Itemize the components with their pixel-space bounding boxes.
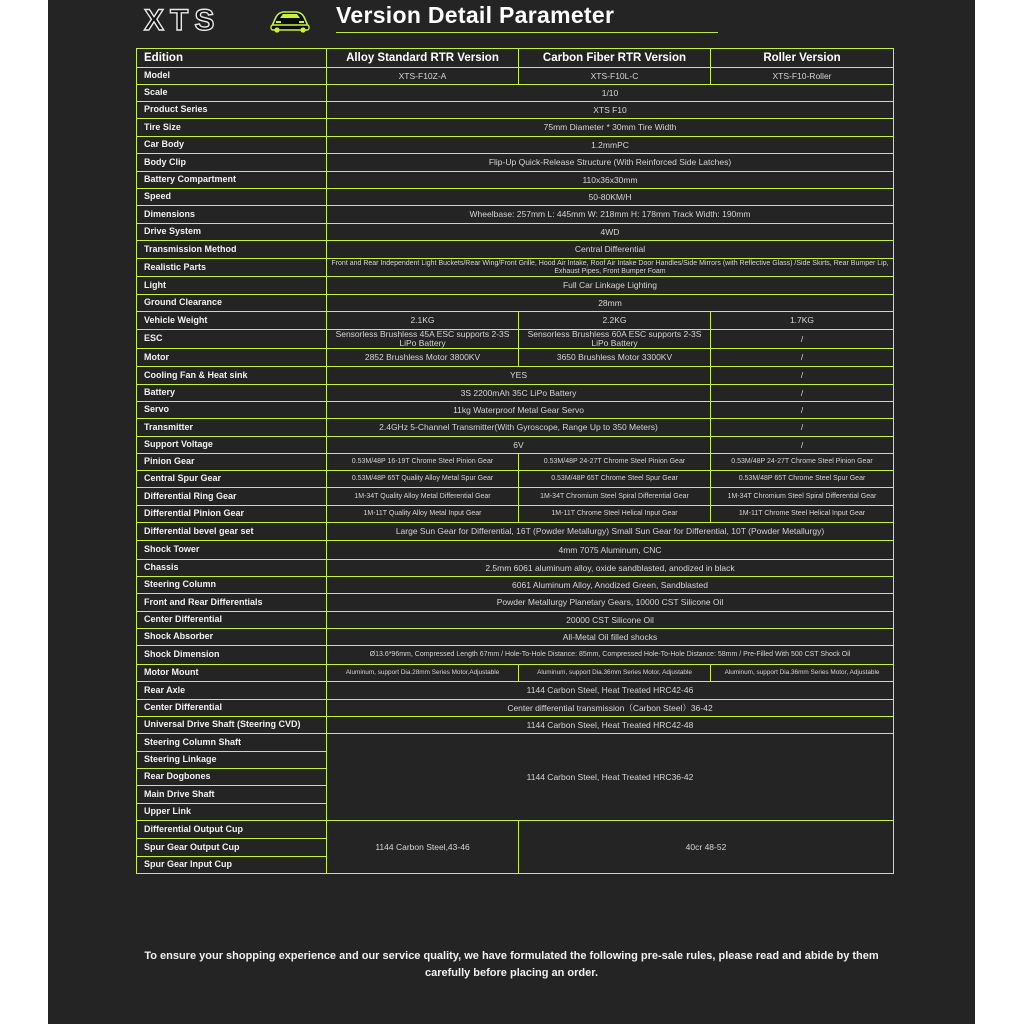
table-row	[137, 506, 894, 523]
table-row	[137, 102, 894, 119]
table-cell: 75mm Diameter * 30mm Tire Width	[327, 119, 894, 137]
column-header: Edition	[137, 49, 327, 68]
table-cell: Front and Rear Independent Light Buckets/Rear Wing/Front Grille, Hood Air Intake, Roof Air Intake Door Handles/Side Mirrors (with Reflective Glass) /Side Skirts, Rear Bumper Lip, Exhaust Pipes, Front Bumper Foam	[327, 259, 894, 277]
table-cell: 0.53M/48P 65T Chrome Steel Spur Gear	[519, 471, 711, 488]
column-header: Carbon Fiber RTR Version	[519, 49, 711, 68]
table-cell: 0.53M/48P 65T Chrome Steel Spur Gear	[711, 471, 894, 488]
table-row	[137, 560, 894, 577]
table-cell: 4WD	[327, 224, 894, 241]
table-row	[137, 206, 894, 224]
table-cell: 1.2mmPC	[327, 137, 894, 154]
table-cell: XTS-F10-Roller	[711, 68, 894, 85]
table-cell: Flip-Up Quick-Release Structure (With Reinforced Side Latches)	[327, 154, 894, 172]
column-header: Alloy Standard RTR Version	[327, 49, 519, 68]
table-cell: Large Sun Gear for Differential, 16T (Powder Metallurgy) Small Sun Gear for Differential, 10T (Powder Metallurgy)	[327, 523, 894, 541]
table-cell: 3S 2200mAh 35C LiPo Battery	[327, 385, 711, 402]
table-cell: 2.5mm 6061 aluminum alloy, oxide sandblasted, anodized in black	[327, 560, 894, 577]
table-cell: Central Differential	[327, 241, 894, 259]
table-cell: 6061 Aluminum Alloy, Anodized Green, Sandblasted	[327, 577, 894, 594]
table-row	[137, 612, 894, 629]
row-label: Transmitter	[137, 419, 327, 437]
title-underline	[336, 32, 718, 33]
table-cell: /	[711, 385, 894, 402]
table-cell: Sensorless Brushless 45A ESC supports 2-3S LiPo Battery	[327, 330, 519, 349]
row-label: Motor	[137, 349, 327, 367]
row-label: Differential Output Cup	[137, 821, 327, 839]
table-cell: 2.4GHz 5-Channel Transmitter(With Gyroscope, Range Up to 350 Meters)	[327, 419, 711, 437]
row-label: Center Differential	[137, 700, 327, 717]
table-cell: 28mm	[327, 295, 894, 312]
table-cell: 0.53M/48P 24-27T Chrome Steel Pinion Gear	[519, 454, 711, 471]
page	[48, 0, 975, 1024]
row-label: Motor Mount	[137, 665, 327, 682]
table-cell: 1M-34T Chromium Steel Spiral Differential Gear	[519, 488, 711, 506]
table-row	[137, 488, 894, 506]
table-cell: /	[711, 349, 894, 367]
table-row	[137, 241, 894, 259]
row-label: Dimensions	[137, 206, 327, 224]
row-label: Differential Ring Gear	[137, 488, 327, 506]
pre-sale-notice	[48, 948, 975, 982]
row-label: Car Body	[137, 137, 327, 154]
table-cell: 1144 Carbon Steel, Heat Treated HRC42-48	[327, 717, 894, 734]
row-label: Center Differential	[137, 612, 327, 629]
table-cell: 1M-34T Chromium Steel Spiral Differential Gear	[711, 488, 894, 506]
page-title: Version Detail Parameter	[336, 2, 615, 28]
table-cell: 2852 Brushless Motor 3800KV	[327, 349, 519, 367]
table-cell: Sensorless Brushless 60A ESC supports 2-3S LiPo Battery	[519, 330, 711, 349]
table-cell: Full Car Linkage Lighting	[327, 277, 894, 295]
table-row	[137, 154, 894, 172]
table-row	[137, 295, 894, 312]
table-cell: All-Metal Oil filled shocks	[327, 629, 894, 646]
table-row	[137, 594, 894, 612]
table-row	[137, 137, 894, 154]
table-cell: 0.53M/48P 24-27T Chrome Steel Pinion Gear	[711, 454, 894, 471]
table-row	[137, 577, 894, 594]
table-cell: /	[711, 330, 894, 349]
table-row	[137, 682, 894, 700]
row-label: Spur Gear Input Cup	[137, 857, 327, 874]
table-cell: 0.53M/48P 16-19T Chrome Steel Pinion Gear	[327, 454, 519, 471]
spec-table	[136, 48, 894, 874]
table-row	[137, 119, 894, 137]
table-cell: 110x36x30mm	[327, 172, 894, 189]
notice-line: To ensure your shopping experience and our service quality, we have formulated the following pre-sale rules, please read and abide by them	[144, 950, 879, 962]
row-label: Shock Absorber	[137, 629, 327, 646]
row-label: Support Voltage	[137, 437, 327, 454]
row-label: Central Spur Gear	[137, 471, 327, 488]
table-row	[137, 85, 894, 102]
table-cell: 3650 Brushless Motor 3300KV	[519, 349, 711, 367]
table-cell: 1.7KG	[711, 312, 894, 330]
row-label: Steering Linkage	[137, 752, 327, 769]
table-cell: XTS F10	[327, 102, 894, 119]
row-label: Pinion Gear	[137, 454, 327, 471]
table-cell: 1M-11T Chrome Steel Helical Input Gear	[519, 506, 711, 523]
table-cell: Aluminum, support Dia.36mm Series Motor, Adjustable	[519, 665, 711, 682]
table-cell: 50-80KM/H	[327, 189, 894, 206]
table-cell: 2.1KG	[327, 312, 519, 330]
row-label: Universal Drive Shaft (Steering CVD)	[137, 717, 327, 734]
table-row	[137, 189, 894, 206]
table-row	[137, 385, 894, 402]
row-label: Main Drive Shaft	[137, 786, 327, 804]
row-label: Rear Axle	[137, 682, 327, 700]
table-header-row	[137, 49, 894, 68]
row-label: Rear Dogbones	[137, 769, 327, 786]
table-cell: XTS-F10Z-A	[327, 68, 519, 85]
table-row	[137, 454, 894, 471]
notice-line: carefully before placing an order.	[425, 967, 598, 979]
table-row	[137, 277, 894, 295]
table-row	[137, 419, 894, 437]
table-row	[137, 541, 894, 560]
row-label: Battery	[137, 385, 327, 402]
row-label: Upper Link	[137, 804, 327, 821]
car-icon	[268, 6, 312, 34]
row-label: ESC	[137, 330, 327, 349]
row-label: Chassis	[137, 560, 327, 577]
table-cell: Aluminum, support Dia.36mm Series Motor, Adjustable	[711, 665, 894, 682]
table-row	[137, 646, 894, 665]
row-label: Transmission Method	[137, 241, 327, 259]
table-cell: 1M-34T Quality Alloy Metal Differential Gear	[327, 488, 519, 506]
header	[48, 0, 975, 44]
table-cell: Aluminum, support Dia.28mm Series Motor,Adjustable	[327, 665, 519, 682]
row-label: Cooling Fan & Heat sink	[137, 367, 327, 385]
table-row	[137, 665, 894, 682]
row-label: Differential bevel gear set	[137, 523, 327, 541]
table-cell: XTS-F10L-C	[519, 68, 711, 85]
table-cell: Wheelbase: 257mm L: 445mm W: 218mm H: 178mm Track Width: 190mm	[327, 206, 894, 224]
table-cell: 1144 Carbon Steel,43-46	[327, 821, 519, 874]
table-row	[137, 629, 894, 646]
table-cell: /	[711, 437, 894, 454]
row-label: Steering Column	[137, 577, 327, 594]
row-label: Spur Gear Output Cup	[137, 839, 327, 857]
row-label: Battery Compartment	[137, 172, 327, 189]
row-label: Scale	[137, 85, 327, 102]
table-cell: 11kg Waterproof Metal Gear Servo	[327, 402, 711, 419]
table-cell: 1M-11T Chrome Steel Helical Input Gear	[711, 506, 894, 523]
row-label: Body Clip	[137, 154, 327, 172]
row-label: Realistic Parts	[137, 259, 327, 277]
table-cell: /	[711, 367, 894, 385]
table-cell: Ø13.6*96mm, Compressed Length 67mm / Hole-To-Hole Distance: 85mm, Compressed Hole-To-Hole Distance: 58mm / Pre-Filled With 500 CST Shock Oil	[327, 646, 894, 665]
table-cell: 1M-11T Quality Alloy Metal Input Gear	[327, 506, 519, 523]
table-row	[137, 471, 894, 488]
table-row	[137, 367, 894, 385]
column-header: Roller Version	[711, 49, 894, 68]
row-label: Differential Pinion Gear	[137, 506, 327, 523]
row-label: Servo	[137, 402, 327, 419]
table-cell: 0.53M/48P 65T Quality Alloy Metal Spur Gear	[327, 471, 519, 488]
table-row	[137, 172, 894, 189]
table-row	[137, 312, 894, 330]
row-label: Vehicle Weight	[137, 312, 327, 330]
table-cell: Center differential transmission（Carbon Steel）36-42	[327, 700, 894, 717]
row-label: Front and Rear Differentials	[137, 594, 327, 612]
row-label: Product Series	[137, 102, 327, 119]
table-cell: 6V	[327, 437, 711, 454]
table-row	[137, 523, 894, 541]
table-row	[137, 224, 894, 241]
row-label: Shock Dimension	[137, 646, 327, 665]
table-cell: 1144 Carbon Steel, Heat Treated HRC42-46	[327, 682, 894, 700]
table-row	[137, 821, 894, 839]
table-row	[137, 717, 894, 734]
table-cell: 4mm 7075 Aluminum, CNC	[327, 541, 894, 560]
table-row	[137, 700, 894, 717]
table-cell: 40cr 48-52	[519, 821, 894, 874]
table-cell: YES	[327, 367, 711, 385]
table-row	[137, 734, 894, 752]
table-row	[137, 68, 894, 85]
table-cell: Powder Metallurgy Planetary Gears, 10000 CST Silicone Oil	[327, 594, 894, 612]
row-label: Ground Clearance	[137, 295, 327, 312]
table-cell: 1144 Carbon Steel, Heat Treated HRC36-42	[327, 734, 894, 821]
row-label: Steering Column Shaft	[137, 734, 327, 752]
row-label: Light	[137, 277, 327, 295]
table-cell: 1/10	[327, 85, 894, 102]
row-label: Drive System	[137, 224, 327, 241]
table-row	[137, 259, 894, 277]
table-cell: 2.2KG	[519, 312, 711, 330]
table-cell: 20000 CST Silicone Oil	[327, 612, 894, 629]
table-cell: /	[711, 402, 894, 419]
row-label: Model	[137, 68, 327, 85]
row-label: Shock Tower	[137, 541, 327, 560]
table-row	[137, 437, 894, 454]
table-row	[137, 349, 894, 367]
table-cell: /	[711, 419, 894, 437]
row-label: Speed	[137, 189, 327, 206]
table-row	[137, 330, 894, 349]
row-label: Tire Size	[137, 119, 327, 137]
table-row	[137, 402, 894, 419]
brand-logo: XTS	[144, 4, 221, 37]
